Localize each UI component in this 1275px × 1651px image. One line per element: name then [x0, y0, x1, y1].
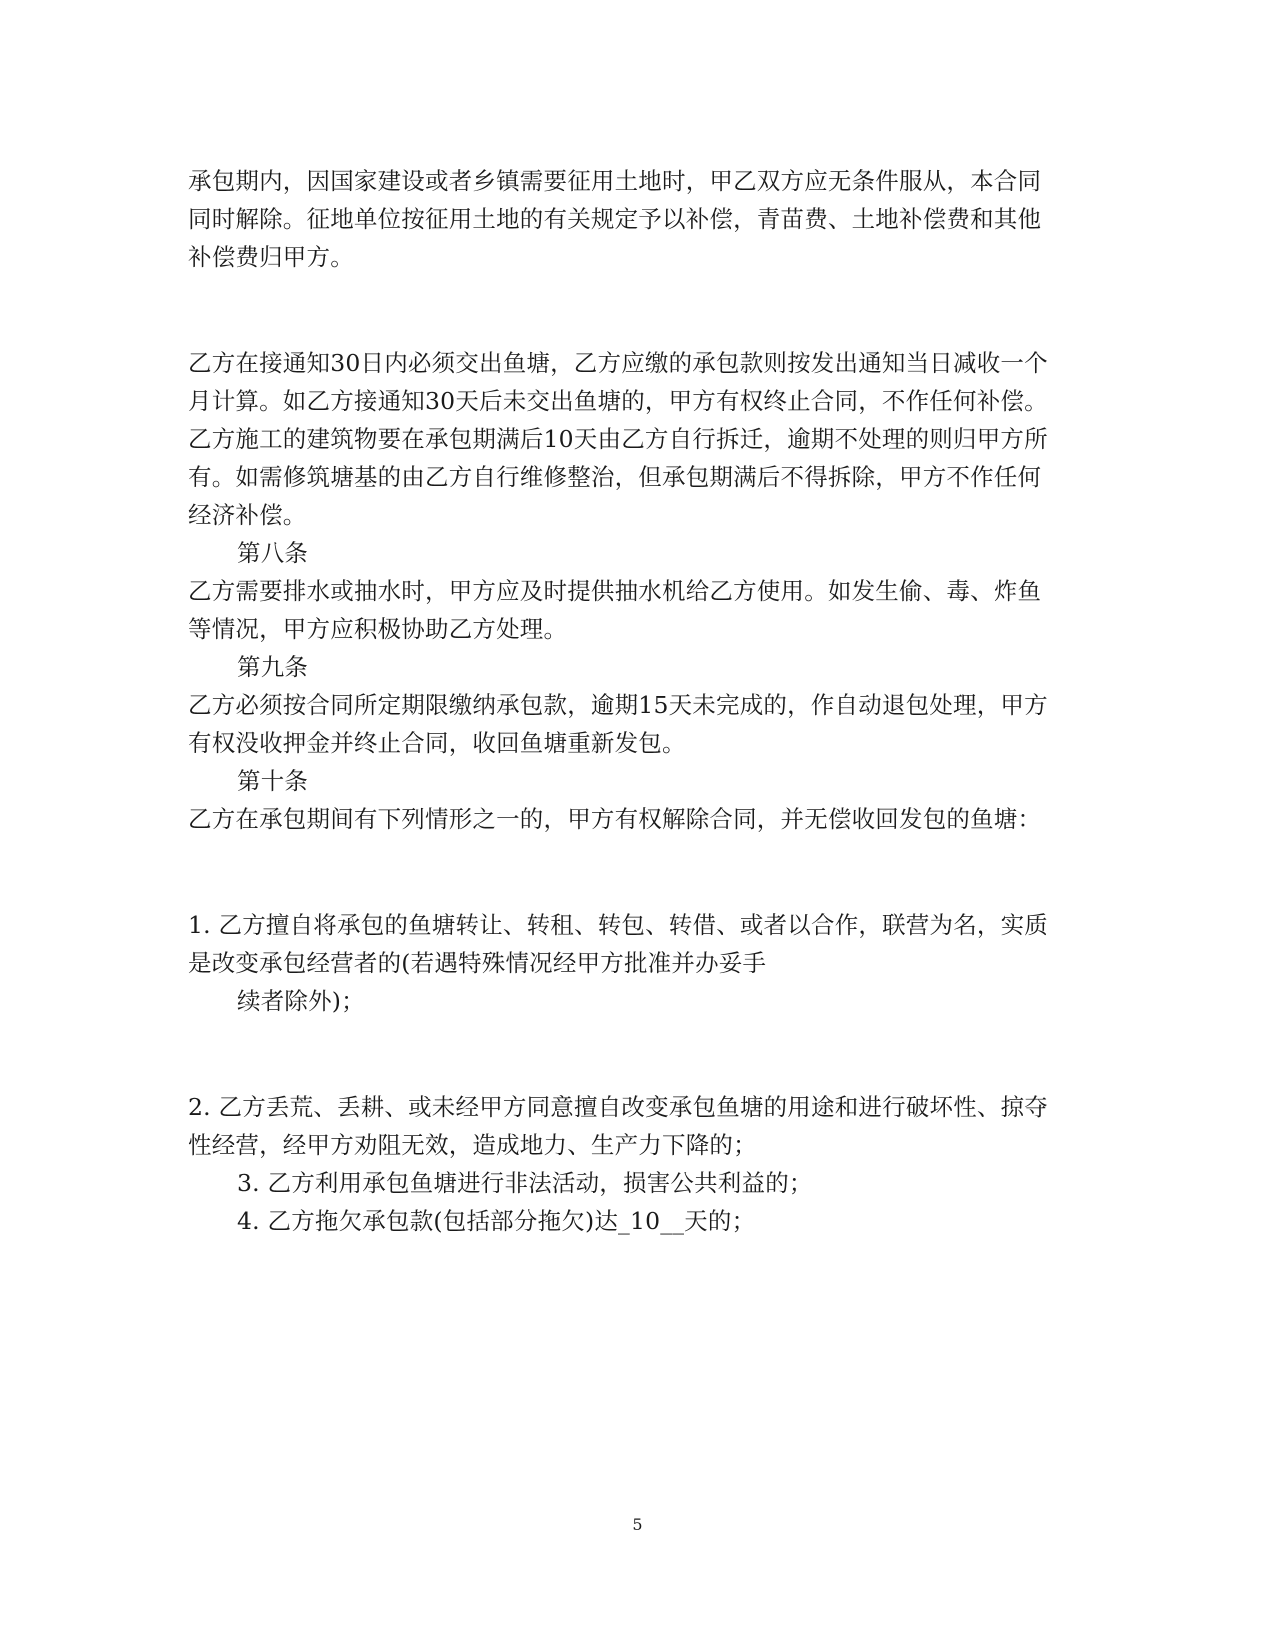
paragraph-line: 月计算。如乙方接通知30天后未交出鱼塘的，甲方有权终止合同，不作任何补偿。: [188, 387, 1048, 415]
paragraph-line: 乙方需要排水或抽水时，甲方应及时提供抽水机给乙方使用。如发生偷、毒、炸鱼: [188, 577, 1042, 605]
list-item-line: 3. 乙方利用承包鱼塘进行非法活动，损害公共利益的；: [237, 1169, 813, 1197]
paragraph-line: 补偿费归甲方。: [188, 243, 354, 271]
paragraph-line: 有权没收押金并终止合同，收回鱼塘重新发包。: [188, 729, 686, 757]
paragraph-line: 乙方在承包期间有下列情形之一的，甲方有权解除合同，并无偿收回发包的鱼塘：: [188, 805, 1042, 833]
paragraph-line: 同时解除。征地单位按征用土地的有关规定予以补偿，青苗费、土地补偿费和其他: [188, 205, 1042, 233]
paragraph-line: 乙方必须按合同所定期限缴纳承包款，逾期15天未完成的，作自动退包处理，甲方: [188, 691, 1048, 719]
paragraph-line: 等情况，甲方应积极协助乙方处理。: [188, 615, 568, 643]
article-heading: 第十条: [237, 767, 309, 795]
paragraph-line: 承包期内，因国家建设或者乡镇需要征用土地时，甲乙双方应无条件服从，本合同: [188, 167, 1042, 195]
list-item-line: 性经营，经甲方劝阻无效，造成地力、生产力下降的；: [188, 1131, 757, 1159]
list-item-line: 是改变承包经营者的(若遇特殊情况经甲方批准并办妥手: [188, 949, 767, 977]
article-heading: 第八条: [237, 539, 309, 567]
paragraph-line: 乙方施工的建筑物要在承包期满后10天由乙方自行拆迁，逾期不处理的则归甲方所: [188, 425, 1048, 453]
list-item-line: 续者除外)；: [237, 987, 365, 1015]
list-item-line: 1. 乙方擅自将承包的鱼塘转让、转租、转包、转借、或者以合作，联营为名，实质: [188, 911, 1048, 939]
article-heading: 第九条: [237, 653, 309, 681]
paragraph-line: 经济补偿。: [188, 501, 307, 529]
page-number: 5: [632, 1515, 643, 1534]
list-item-line: 4. 乙方拖欠承包款(包括部分拖欠)达_10__天的；: [237, 1207, 756, 1235]
list-item-line: 2. 乙方丢荒、丢耕、或未经甲方同意擅自改变承包鱼塘的用途和进行破坏性、掠夺: [188, 1093, 1048, 1121]
paragraph-line: 有。如需修筑塘基的由乙方自行维修整治，但承包期满后不得拆除，甲方不作任何: [188, 463, 1042, 491]
paragraph-line: 乙方在接通知30日内必须交出鱼塘，乙方应缴的承包款则按发出通知当日减收一个: [188, 349, 1048, 377]
